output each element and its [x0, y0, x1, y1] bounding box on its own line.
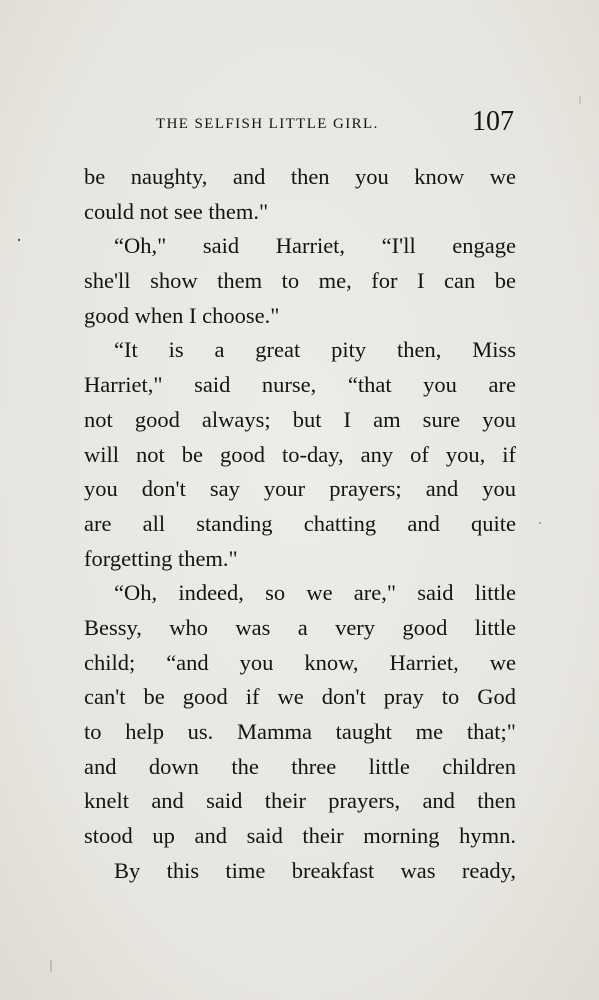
text-line: forgetting them." — [84, 545, 238, 571]
text-line: can't be good if we don't pray to God — [84, 684, 516, 710]
text-line: Bessy, who was a very good little — [84, 614, 516, 640]
text-line: child; “and you know, Harriet, we — [84, 649, 516, 675]
paper-speck — [539, 522, 541, 524]
text-line: will not be good to-day, any of you, if — [84, 441, 516, 467]
text-line: “Oh, indeed, so we are," said little — [114, 580, 516, 606]
text-line: good when I choose." — [84, 302, 280, 328]
text-line: stood up and said their morning hymn. — [84, 823, 516, 849]
page-number: 107 — [472, 106, 514, 137]
running-head — [84, 104, 516, 144]
text-line: Harriet," said nurse, “that you are — [84, 372, 516, 398]
text-line: and down the three little children — [84, 753, 516, 779]
text-line: “Oh," said Harriet, “I'll engage — [114, 233, 516, 259]
text-line: to help us. Mamma taught me that;" — [84, 719, 516, 744]
text-line: not good always; but I am sure you — [84, 406, 516, 432]
paper-speck — [18, 239, 20, 241]
text-line: “It is a great pity then, Miss — [114, 337, 516, 363]
text-line: could not see them." — [84, 198, 269, 224]
text-line: she'll show them to me, for I can be — [84, 268, 516, 294]
text-line: are all standing chatting and quite — [84, 510, 516, 536]
text-line: be naughty, and then you know we — [84, 164, 516, 189]
text-line: knelt and said their prayers, and then — [84, 788, 516, 814]
running-title: THE SELFISH LITTLE GIRL. — [156, 116, 379, 132]
text-line: By this time breakfast was ready, — [114, 857, 516, 883]
body-text — [84, 160, 516, 888]
text-line: you don't say your prayers; and you — [84, 476, 516, 502]
